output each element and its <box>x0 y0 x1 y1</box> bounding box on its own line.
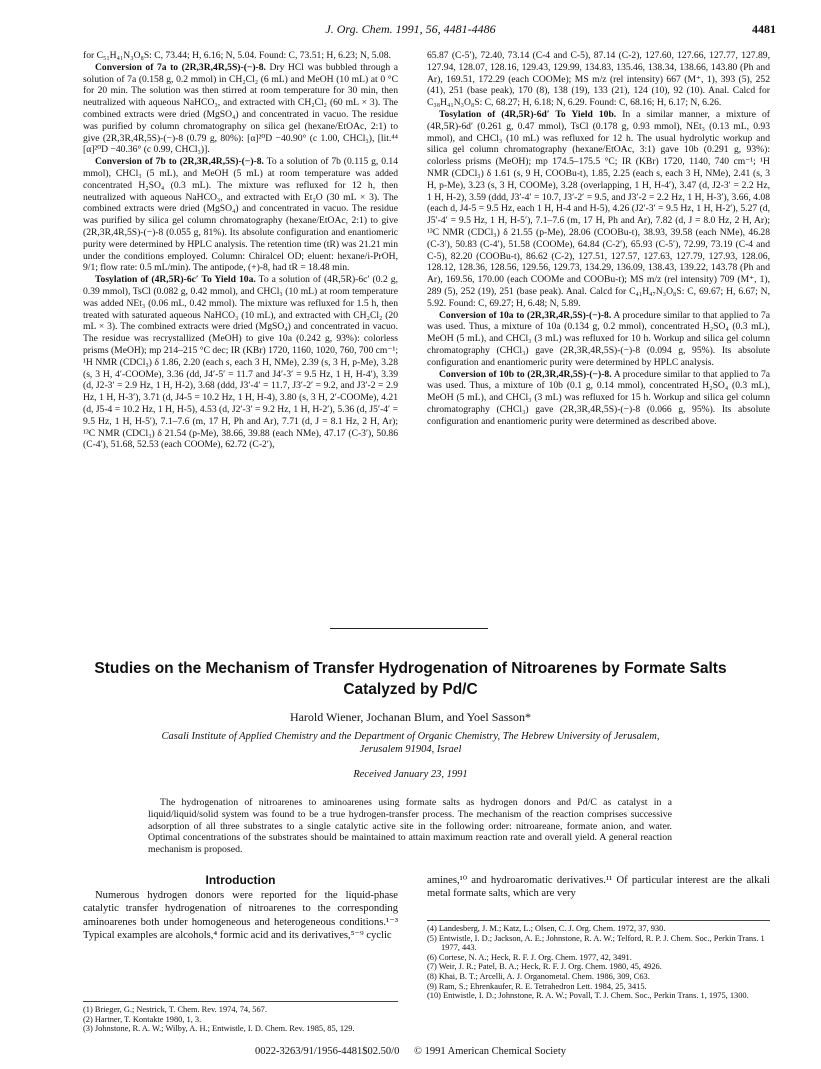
reference-item: (7) Weir, J. R.; Patel, B. A.; Heck, R. F. J. Org. Chem. 1980, 45, 4926. <box>427 962 662 972</box>
intro-continued: amines,¹⁰ and hydroaromatic derivatives.¹¹ Of particular interest are the alkali metal formate salts, which are very <box>427 875 770 900</box>
left-column <box>83 50 398 451</box>
reference-item: (5) Entwistle, I. D.; Jackson, A. E.; Johnstone, R. A. W.; Telford, R. P. J. Chem. Soc., Perkin Trans. 1 1977, 443. <box>427 933 765 953</box>
paragraph: Numerous hydrogen donors were reported for the liquid-phase catalytic transfer hydrogenation of nitroarenes to the corresponding aminoarenes both under homogeneous and heterogeneous conditions.¹⁻³ Typical examples are alcohols,⁴ formic acid and its derivatives,⁵⁻⁹ cyclic <box>83 890 398 941</box>
article-title: Studies on the Mechanism of Transfer Hydrogenation of Nitroarenes by Formate Salts Catalyzed by Pd/C <box>94 660 727 698</box>
abstract: The hydrogenation of nitroarenes to aminoarenes using formate salts as hydrogen donors and Pd/C as catalyst in a liquid/liquid/solid system was found to be a true hydrogen-transfer process. The mechanism of the reaction comprises successive adsorption of all three substrates to a single catalytic active site in the following order: nitroareane, formate anion, and water. Optimal concentrations of the substrates should be maintained to attain maximum reaction rate and overall yield. A general reaction mechanism is proposed. <box>148 797 672 856</box>
footnotes-right <box>427 920 770 1001</box>
page-footer <box>0 1046 821 1057</box>
paragraph: Conversion of 10a to (2R,3R,4R,5S)-(−)-8. A procedure similar to that applied to 7a was used. Thus, a mixture of 10a (0.134 g, 0.2 mmol), concentrated H₂SO₄ (0.3 mL), MeOH (5 mL), and CHCl₃ (3 mL) was refluxed for 10 h. Workup and silica gel column chromatography (CHCl₃) gave (2R,3R,4R,5S)-(−)-8 (0.094 g, 95%). Its absolute configuration and enantiomeric purity were determined by HPLC analysis. <box>427 309 770 368</box>
paragraph-heading: Tosylation of (4R,5R)-6c′ To Yield 10a. <box>95 274 256 286</box>
paragraph: 65.87 (C-5′), 72.40, 73.14 (C-4 and C-5), 87.14 (C-2), 127.60, 127.66, 127.77, 127.89, 127.94, 128.07, 128.16, 129.43, 129.99, 134.83, 135.46, 138.34, 138.66, 143.80 (Ph and Ar), 169.51, 172.29 (each COOMe); MS m/z (rel intensity) 667 (M⁺, 1), 393 (5), 252 (41), 251 (base peak), 170 (8), 138 (19), 133 (21), 124 (10), 92 (10). Anal. Calcd for C₃₈H₄₁N₃O₈S: C, 68.27; H, 6.18; N, 6.29. Found: C, 68.16; H, 6.17; N, 6.26. <box>427 50 770 109</box>
paragraph: Conversion of 7a to (2R,3R,4R,5S)-(−)-8. Dry HCl was bubbled through a solution of 7a (0.158 g, 0.2 mmol) in CH₂Cl₂ (6 mL) and MeOH (10 mL) at 0 °C for 20 min. The solution was then stirred at room temperature for 30 min, then neutralized with aqueous NaHCO₃, and extracted with CH₂Cl₂ (60 mL × 3). The combined extracts were dried (MgSO₄) and concentrated in vacuo. The residue was purified by column chromatography on silica gel (hexane/EtOAc, 2:1) to give (2R,3R,4R,5S)-(−)-8 (0.79 g, 80%): [α]²⁰D −40.90° (c 1.00, CHCl₃), [lit.⁴⁴ [α]²⁰D −40.36° (c 0.99, CHCl₃)]. <box>83 61 398 156</box>
author-list: Harold Wiener, Jochanan Blum, and Yoel Sasson* <box>289 710 532 724</box>
paragraph-heading: Conversion of 7b to (2R,3R,4R,5S)-(−)-8. <box>95 156 264 168</box>
footnotes-left <box>83 1001 398 1034</box>
reference-item: (10) Entwistle, I. D.; Johnstone, R. A. W.; Povall, T. J. Chem. Soc., Perkin Trans. 1, 1975, 1300. <box>427 991 749 1001</box>
paragraph-heading: Conversion of 7a to (2R,3R,4R,5S)-(−)-8. <box>95 61 266 73</box>
affiliation: Casali Institute of Applied Chemistry and the Department of Organic Chemistry, The Hebrew University of Jerusalem, Jerusalem 91904, Israel <box>161 731 660 755</box>
article-code: 0022-3263/91/1956-4481$02.50/0 <box>254 1046 400 1057</box>
received-date: Received January 23, 1991 <box>353 769 468 780</box>
section-heading: Introduction <box>205 873 276 887</box>
reference-item: (2) Hartner, T. Kontakte 1980, 1, 3. <box>83 1014 202 1024</box>
right-column <box>427 50 770 428</box>
reference-item: (4) Landesberg, J. M.; Katz, L.; Olsen, C. J. Org. Chem. 1972, 37, 930. <box>427 924 666 933</box>
reference-item: (9) Ram, S.; Ehrenkaufer, R. E. Tetrahedron Lett. 1984, 25, 3415. <box>427 981 647 991</box>
reference-item: (1) Brieger, G.; Nestrick, T. Chem. Rev. 1974, 74, 567. <box>83 1005 267 1014</box>
intro-text <box>83 889 398 942</box>
paragraph-heading: Conversion of 10a to (2R,3R,4R,5S)-(−)-8. <box>439 309 612 321</box>
copyright-notice: © 1991 American Chemical Society <box>413 1046 567 1057</box>
running-header: J. Org. Chem. 1991, 56, 4481-4486 <box>325 22 496 36</box>
section-divider <box>330 628 488 629</box>
paragraph: Tosylation of (4R,5R)-6c′ To Yield 10a. To a solution of (4R,5R)-6c′ (0.2 g, 0.39 mmol), TsCl (0.082 g, 0.42 mmol), and CHCl₃ (10 mL) at room temperature was added NEt₃ (0.06 mL, 0.42 mmol). The mixture was refluxed for 1.5 h, then treated with saturated aqueous NaHCO₃ (10 mL), and extracted with CH₂Cl₂ (20 mL × 3). The combined extracts were dried (MgSO₄) and concentrated in vacuo. The residue was recrystallized (MeOH) to give 10a (0.242 g, 93%): colorless prisms (MeOH); mp 214–215 °C dec; IR (KBr) 1720, 1160, 1020, 760, 700 cm⁻¹; ¹H NMR (CDCl₃) δ 1.86, 2.20 (each s, each 3 H, NMe), 2.39 (s, 3 H, p-Me), 3.28 (s, 3 H, 4′-COOMe), 3.36 (dd, J4′-5′ = 11.7 and J4′-3′ = 9.5 Hz, 1 H, H-4′), 3.39 (d, J2-3′ = 2.9 Hz, 1 H, H-2), 3.68 (ddd, J3′-4′ = 11.7, J3′-2′ = 9.2, and J3′-2 = 2.9 Hz, 1 H, H-3′), 3.71 (d, J4-5 = 10.2 Hz, 1 H, H-4), 3.80 (s, 3 H, 2′-COOMe), 4.21 (d, J5-4 = 10.2 Hz, 1 H, H-5), 4.53 (d, J2′-3′ = 9.2 Hz, 1 H, H-2′), 5.36 (d, J5′-4′ = 9.5 Hz, 1 H, H-5′), 7.1–7.6 (m, 17 H, Ph and Ar), 7.71 (d, J = 8.1 Hz, 2 H, Ar); ¹³C NMR (CDCl₃) δ 21.54 (p-Me), 38.66, 39.88 (each NMe), 47.17 (C-3′), 50.86 (C-4′), 51.68, 52.53 (each COOMe), 62.72 (C-2′), <box>83 274 398 451</box>
paragraph-heading: Conversion of 10b to (2R,3R,4R,5S)-(−)-8. <box>439 368 612 380</box>
reference-item: (6) Cortese, N. A.; Heck, R. F. J. Org. Chem. 1977, 42, 3491. <box>427 952 632 962</box>
paragraph-heading: Tosylation of (4R,5R)-6d′ To Yield 10b. <box>439 108 617 120</box>
paragraph: Tosylation of (4R,5R)-6d′ To Yield 10b. In a similar manner, a mixture of (4R,5R)-6d′ (0.261 g, 0.47 mmol), TsCl (0.178 g, 0.93 mmol), NEt₃ (0.13 mL, 0.93 mmol), and CHCl₃ (10 mL) was refluxed for 12 h. The usual hydrolytic workup and silica gel column chromatography (hexane/EtOAc, 3:1) gave 10b (0.291 g, 93%): colorless prisms (MeOH); mp 174.5–175.5 °C; IR (KBr) 1720, 1140, 740 cm⁻¹; ¹H NMR (CDCl₃) δ 1.61 (s, 9 H, COOBu-t), 1.85, 2.25 (each s, each 3 H, NMe), 2.41 (s, 3 H, p-Me), 3.23 (s, 3 H, COOMe), 3.28 (overlapping, 1 H, H-4′), 3.47 (d, J2-3′ = 2.2 Hz, 1 H, H-2), 3.59 (ddd, J3′-4′ = 10.7, J3′-2′ = 9.5, and J3′-2 = 2.2 Hz, 1 H, H-3′), 3.66, 4.08 (each d, J4-5 = 9.5 Hz, each 1 H, H-4 and H-5), 4.26 (J2′-3′ = 9.5 Hz, 1 H, H-2′), 5.27 (d, J5′-4′ = 9.5 Hz, 1 H, H-5′), 7.1–7.6 (m, 17 H, Ph and Ar), 7.82 (d, J = 8.0 Hz, 2 H, Ar); ¹³C NMR (CDCl₃) δ 21.55 (p-Me), 28.06 (COOBu-t), 38.93, 39.58 (each NMe), 46.28 (C-3′), 50.83 (C-4′), 51.58 (COOMe), 64.84 (C-2′), 65.93 (C-5′), 72.99, 73.19 (C-4 and C-5), 82.20 (COOBu-t), 86.62 (C-2), 127.51, 127.57, 127.63, 127.79, 127.93, 128.06, 128.12, 128.36, 128.56, 129.56, 129.73, 134.29, 136.09, 138.43, 139.22, 143.78 (Ph and Ar), 169.56, 170.00 (each COOMe and COOBu-t); MS m/z (rel intensity) 709 (M⁺, 1), 289 (5), 252 (19), 251 (base peak). Anal. Calcd for C₄₁H₄₇N₃O₈S: C, 69.67; H, 6.67; N, 5.92. Found: C, 69.27; H, 6.48; N, 5.89. <box>427 108 770 309</box>
page-number: 4481 <box>752 22 776 36</box>
paragraph: Conversion of 7b to (2R,3R,4R,5S)-(−)-8. To a solution of 7b (0.115 g, 0.14 mmol), CHCl₃ (5 mL), and MeOH (5 mL) at room temperature was added concentrated H₂SO₄ (0.3 mL). The mixture was refluxed for 12 h, then neutralized with aqueous NaHCO₃, and extracted with Et₂O (30 mL × 3). The combined extracts were dried (MgSO₄) and concentrated in vacuo. The residue was purified by silica gel column chromatography (hexane/EtOAc, 2:1) to give (2R,3R,4R,5S)-(−)-8 (0.055 g, 81%). Its absolute configuration and enantiomeric purity were determined by HPLC analysis. The retention time (tR) was 21.21 min under the conditions employed. Column: Chiralcel OD; eluent: hexane/i-PrOH, 9/1; flow rate: 0.5 mL/min). The antipode, (+)-8, had tR = 18.48 min. <box>83 156 398 274</box>
paragraph: for C₅₁H₄₁N₃O₈S: C, 73.44; H, 6.16; N, 5.04. Found: C, 73.51; H, 6.23; N, 5.08. <box>83 50 391 61</box>
paragraph: Conversion of 10b to (2R,3R,4R,5S)-(−)-8. A procedure similar to that applied to 7a was used. Thus, a mixture of 10b (0.1 g, 0.14 mmol), concentrated H₂SO₄ (0.3 mL), MeOH (5 mL), and CHCl₃ (3 mL) was refluxed for 15 h. Workup and silica gel column chromatography (CHCl₃) gave (2R,3R,4R,5S)-(−)-8 (0.066 g, 95%). Its absolute configuration and enantiomeric purity were determined as described above. <box>427 368 770 427</box>
reference-item: (3) Johnstone, R. A. W.; Wilby, A. H.; Entwistle, I. D. Chem. Rev. 1985, 85, 129. <box>83 1024 355 1034</box>
reference-item: (8) Khai, B. T.; Arcelli, A. J. Organometal. Chem. 1986, 309, C63. <box>427 971 650 981</box>
